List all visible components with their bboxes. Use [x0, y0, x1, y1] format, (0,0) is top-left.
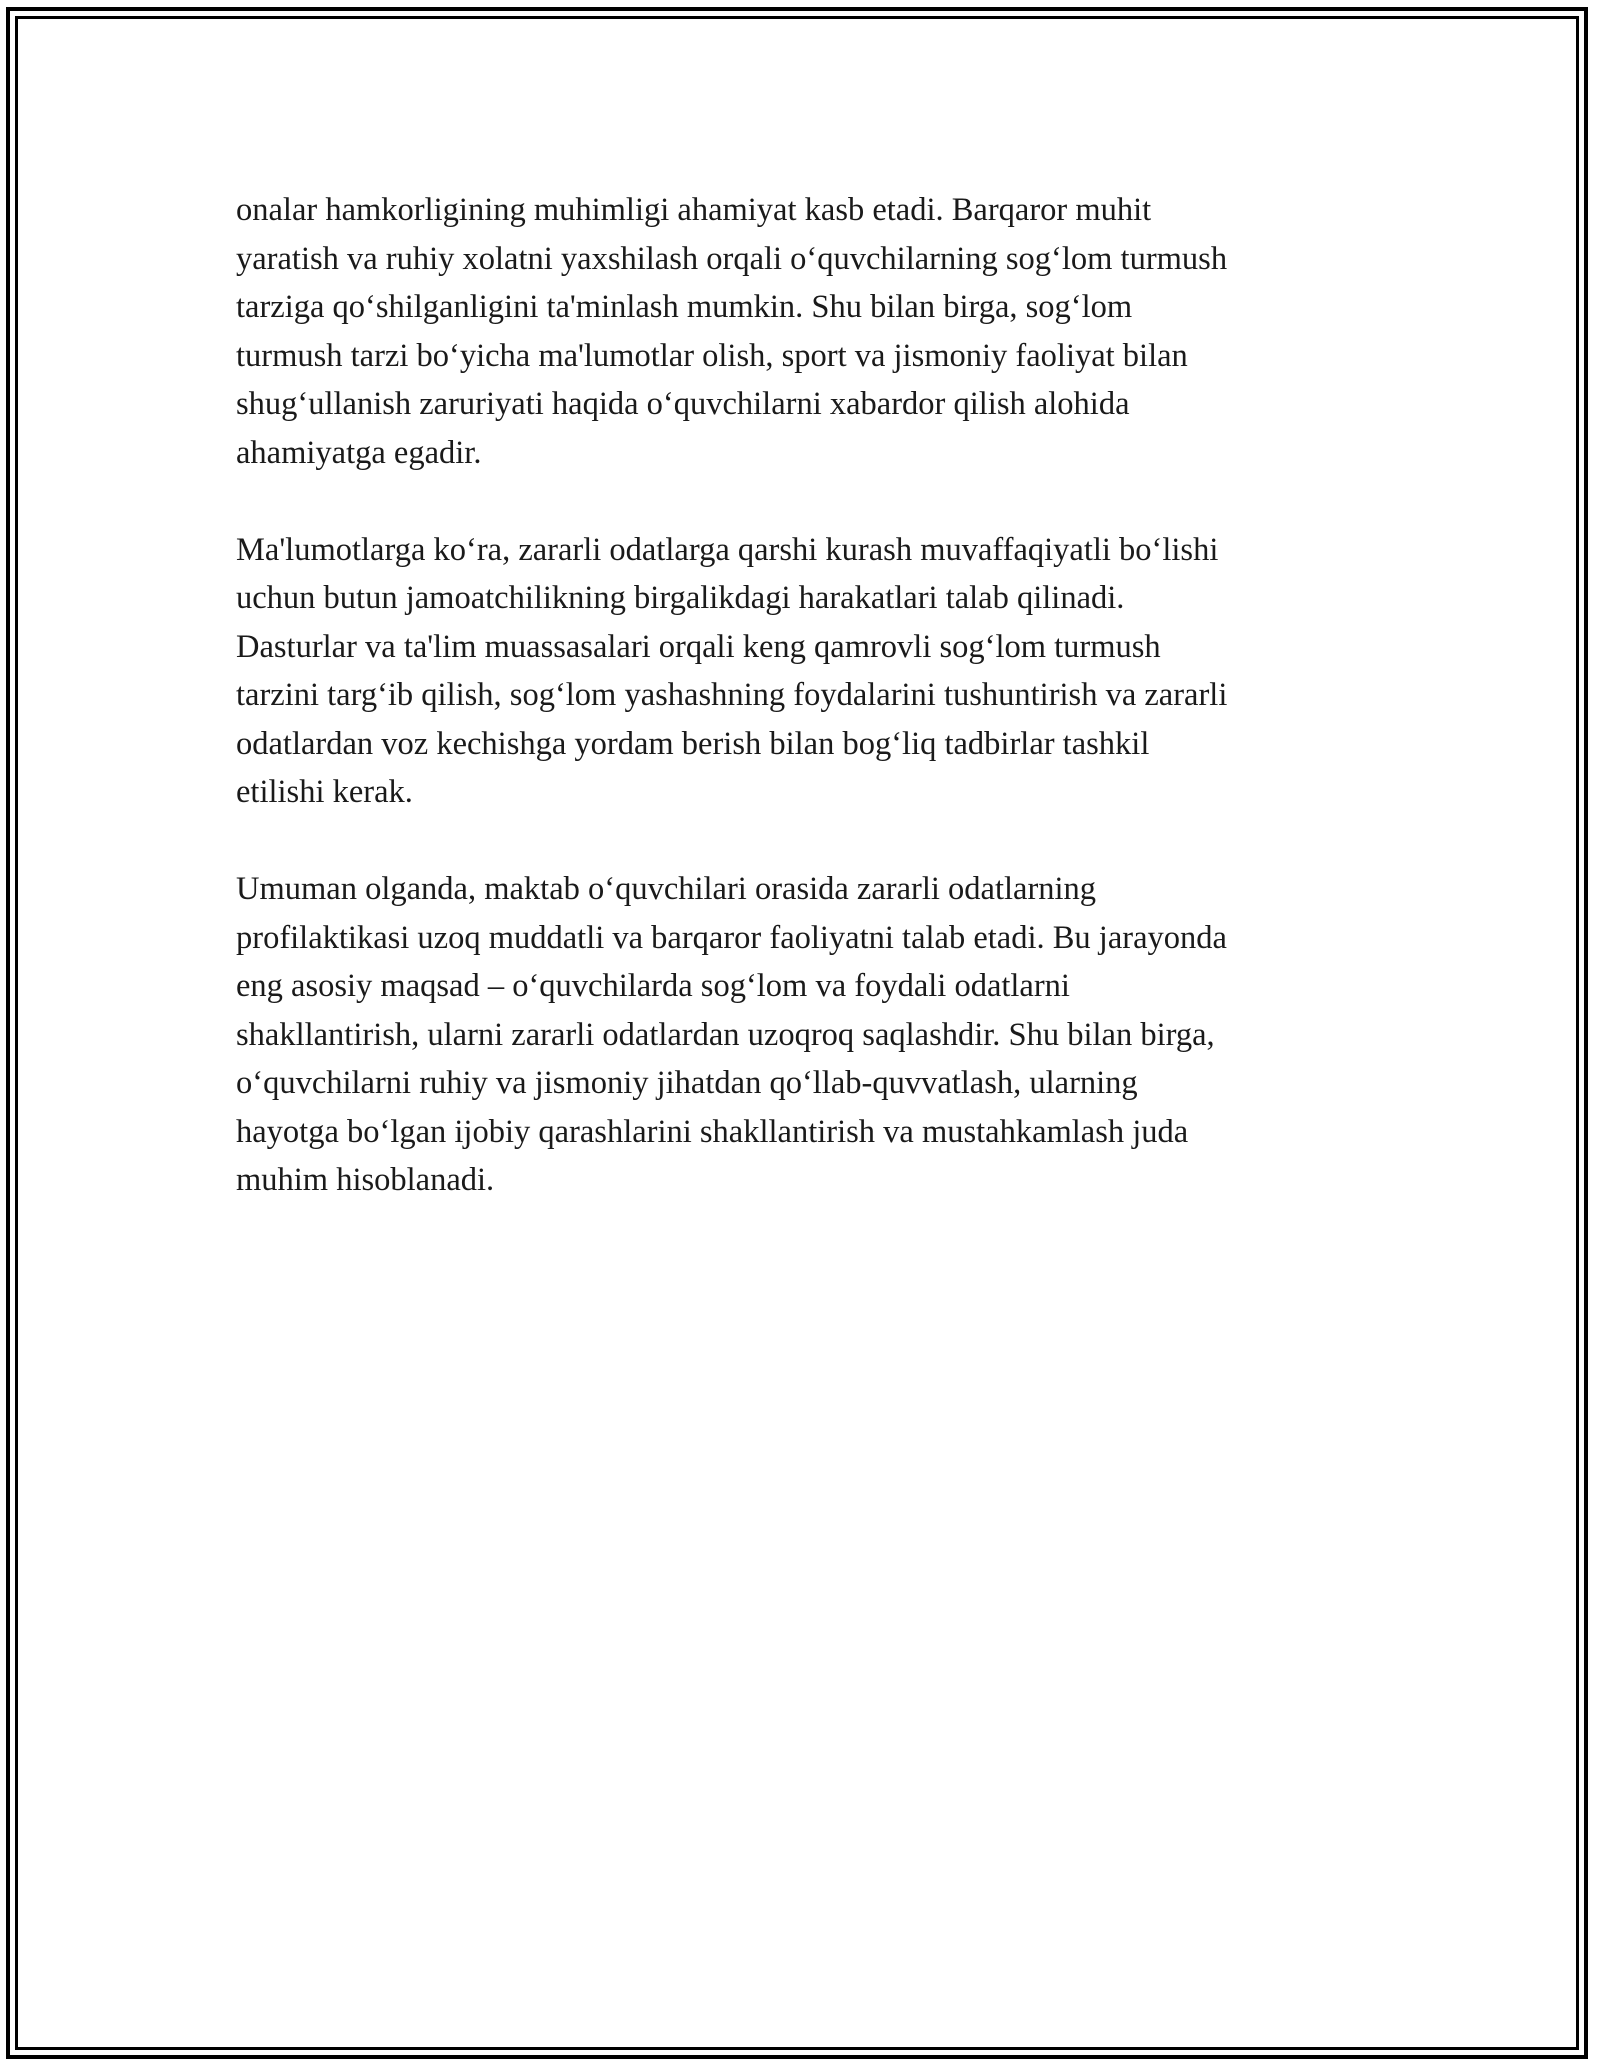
document-body [236, 186, 1366, 1253]
paragraph-2: Ma'lumotlarga ko‘ra, zararli odatlarga qarshi kurash muvaffaqiyatli bo‘lishi uchun butun jamoatchilikning birgalikdagi harakatlari talab qilinadi. Dasturlar va ta'lim muassasalari orqali keng qamrovli sog‘lom turmush tarzini targ‘ib qilish, sog‘lom yashashning foydalarini tushuntirish va zararli odatlardan voz kechishga yordam berish bilan bog‘liq tadbirlar tashkil etilishi kerak. [236, 531, 1228, 810]
paragraph-1: onalar hamkorligining muhimligi ahamiyat kasb etadi. Barqaror muhit yaratish va ruhiy xolatni yaxshilash orqali o‘quvchilarning sog‘lom turmush tarziga qo‘shilganligini ta'minlash mumkin. Shu bilan birga, sog‘lom turmush tarzi bo‘yicha ma'lumotlar olish, sport va jismoniy faoliyat bilan shug‘ullanish zaruriyati haqida o‘quvchilarni xabardor qilish alohida ahamiyatga egadir. [236, 192, 1228, 471]
paragraph-3: Umuman olganda, maktab o‘quvchilari orasida zararli odatlarning profilaktikasi uzoq muddatli va barqaror faoliyatni talab etadi. Bu jarayonda eng asosiy maqsad – o‘quvchilarda sog‘lom va foydali odatlarni shakllantirish, ularni zararli odatlardan uzoqroq saqlashdir. Shu bilan birga, o‘quvchilarni ruhiy va jismoniy jihatdan qo‘llab-quvvatlash, ularning hayotga bo‘lgan ijobiy qarashlarini shakllantirish va mustahkamlash juda muhim hisoblanadi. [236, 871, 1227, 1198]
